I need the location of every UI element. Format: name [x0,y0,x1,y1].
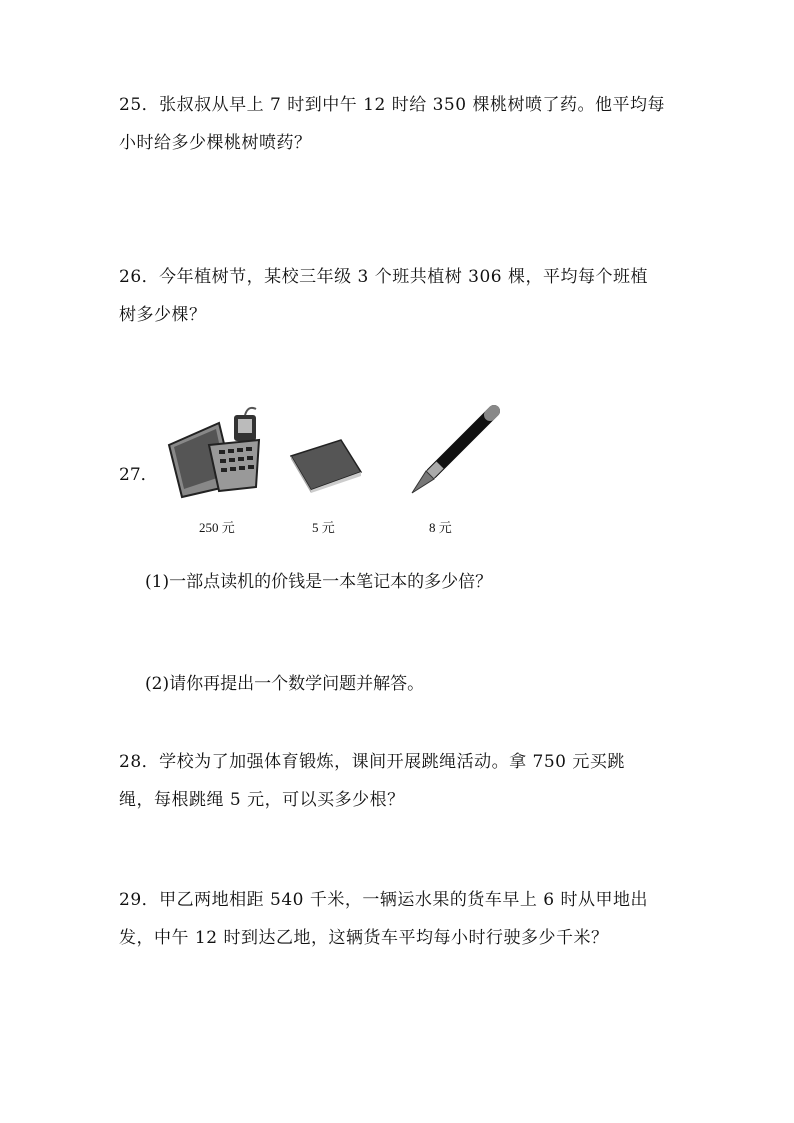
question-27-part-1: (1)一部点读机的价钱是一本笔记本的多少倍？ [145,572,493,592]
notebook-icon [289,438,364,493]
question-28-line-2: 绳，每根跳绳 5 元，可以买多少根？ [119,790,405,810]
pen-icon [402,405,502,500]
reader-device-icon [164,405,264,500]
question-28 [119,743,679,819]
question-29-line-1: 29．甲乙两地相距 540 千米，一辆运水果的货车早上 6 时从甲地出 [119,890,649,910]
question-29-line-2: 发，中午 12 时到达乙地，这辆货车平均每小时行驶多少千米？ [119,928,609,948]
question-26-line-1: 26．今年植树节，某校三年级 3 个班共植树 306 棵，平均每个班植 [119,267,649,287]
question-26-line-2: 树多少棵？ [119,305,207,325]
price-label-reader: 250 元 [199,520,235,535]
question-29 [119,881,679,957]
question-27-part-2: (2)请你再提出一个数学问题并解答。 [145,674,425,694]
price-label-pen: 8 元 [429,520,452,535]
question-25-line-1: 25．张叔叔从早上 7 时到中午 12 时给 350 棵桃树喷了药。他平均每 [119,95,665,115]
question-25-line-2: 小时给多少棵桃树喷药？ [119,133,312,153]
question-25 [119,86,679,162]
question-26 [119,258,679,334]
price-label-notebook: 5 元 [312,520,335,535]
question-27 [119,400,679,550]
question-28-line-1: 28．学校为了加强体育锻炼，课间开展跳绳活动。拿 750 元买跳 [119,752,625,772]
question-27-number: 27． [119,465,158,485]
